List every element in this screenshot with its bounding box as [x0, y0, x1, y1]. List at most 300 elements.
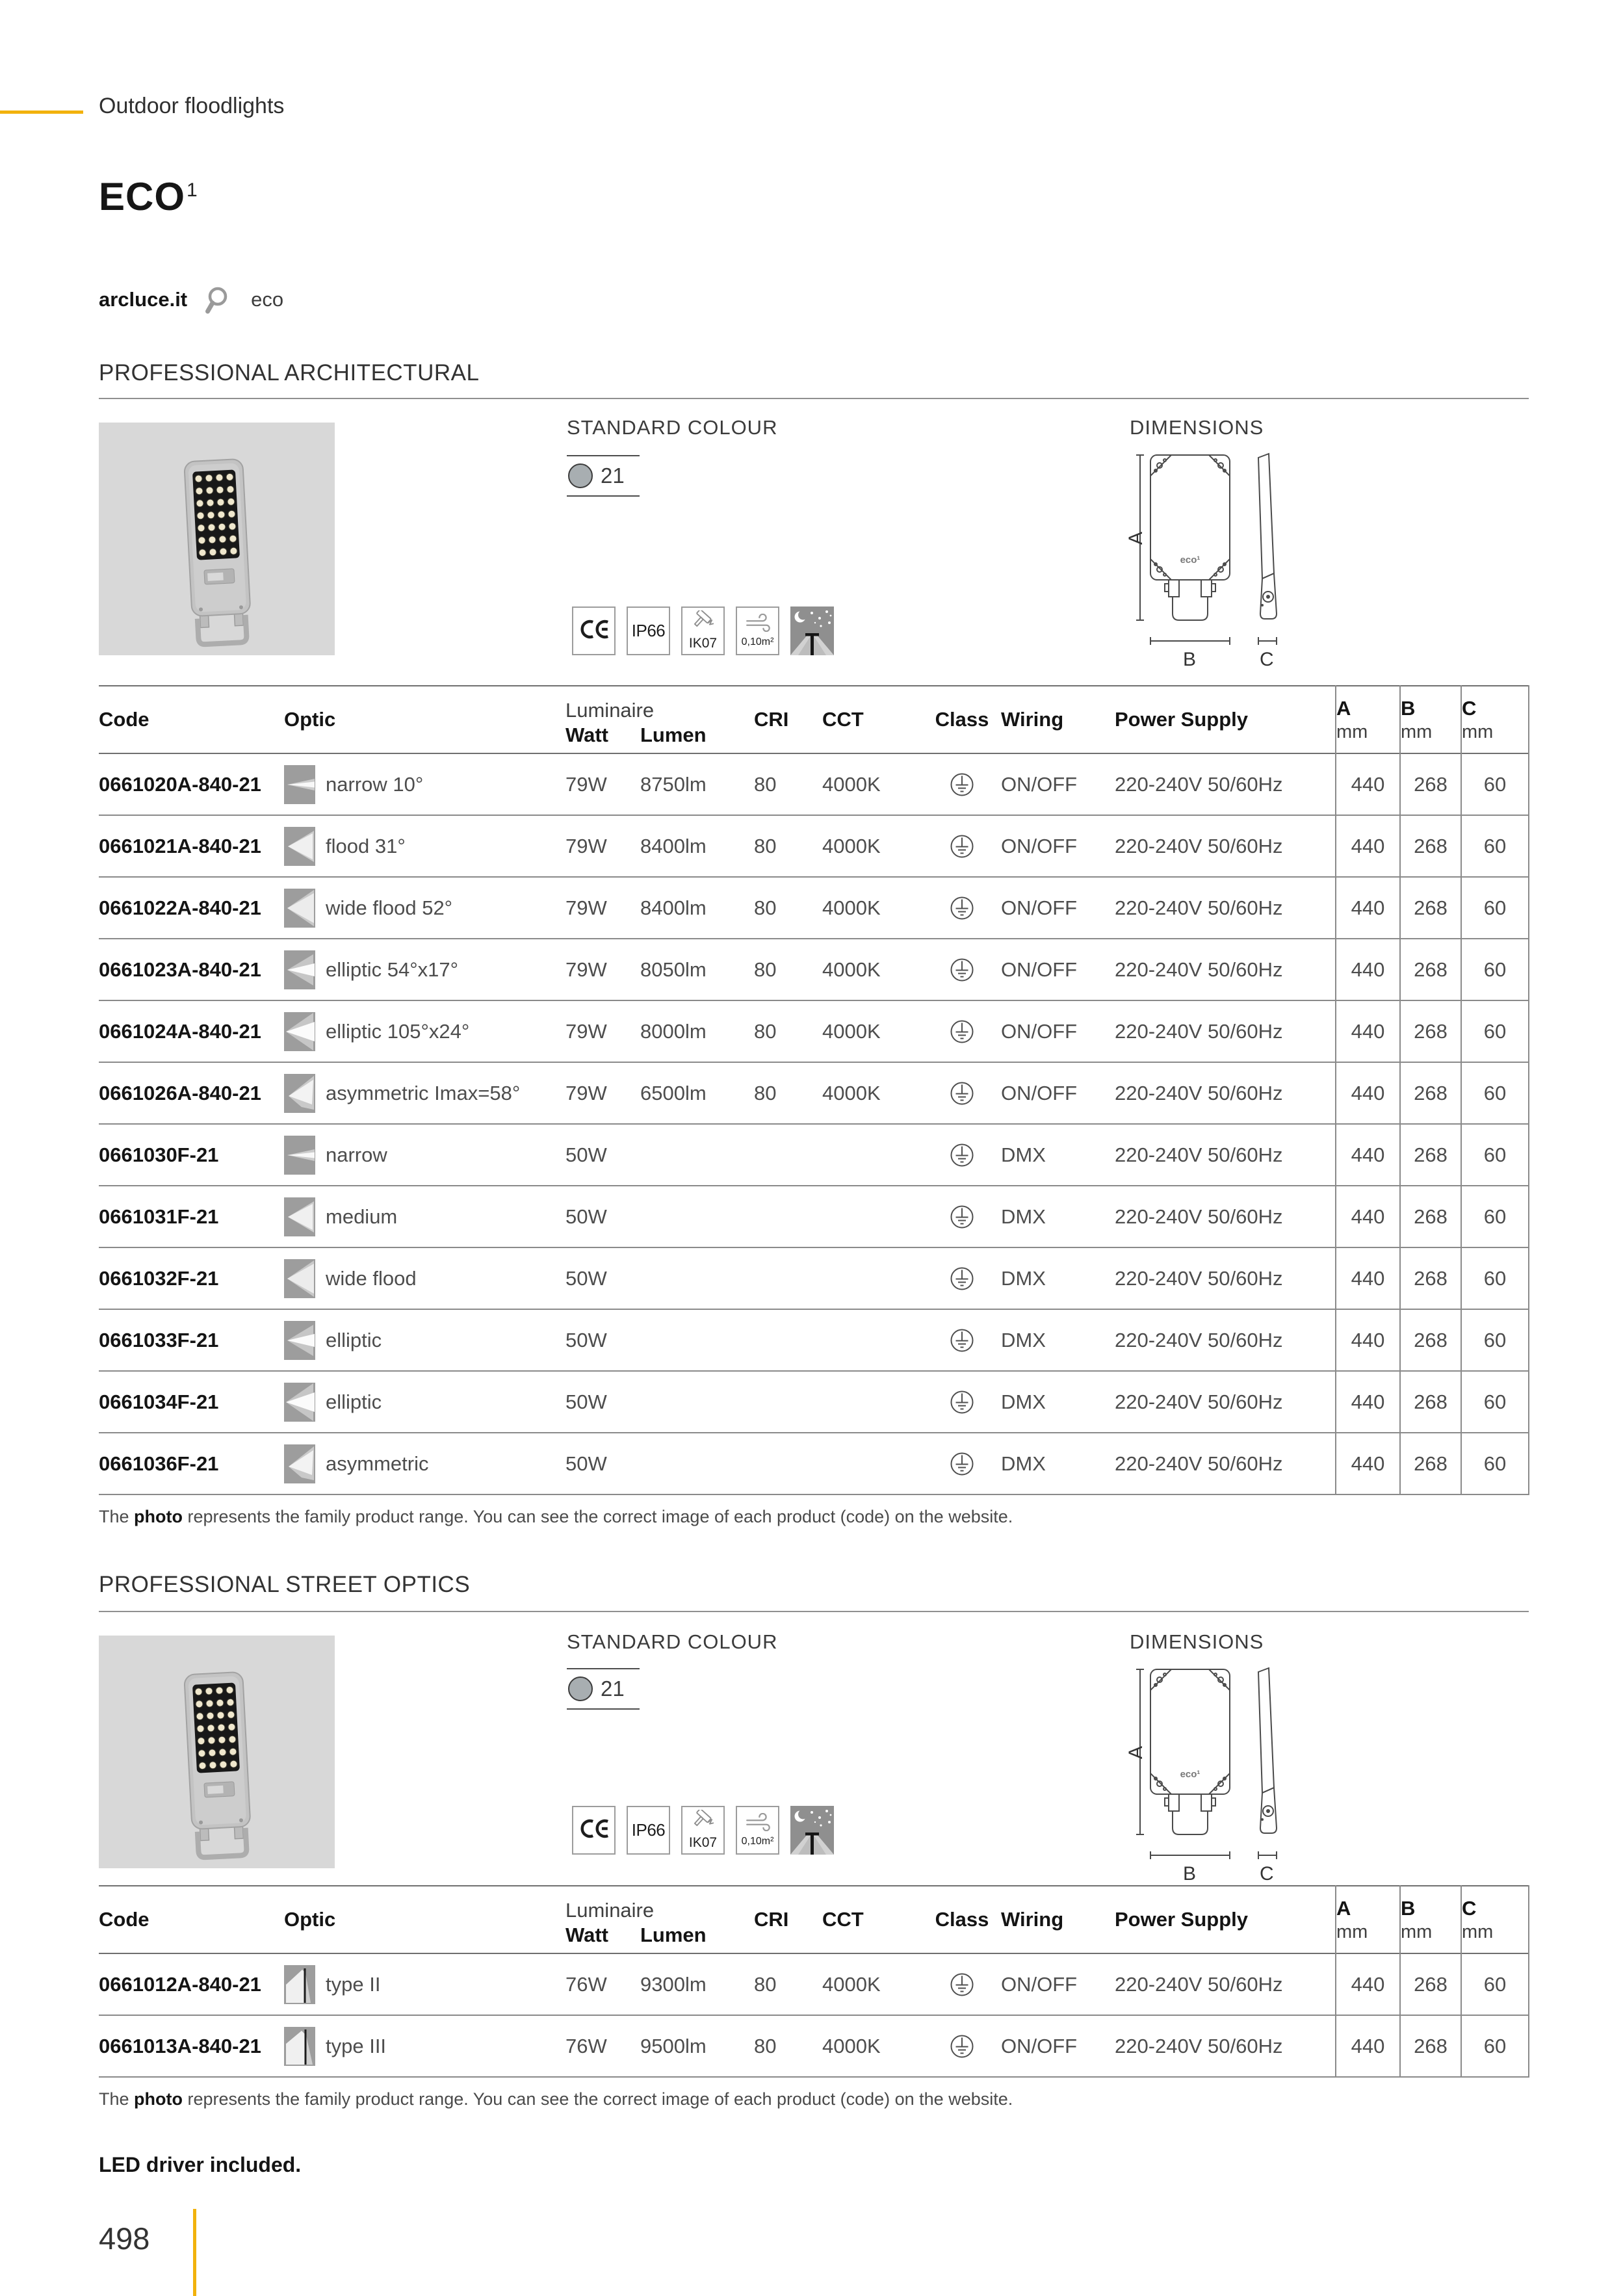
dimension-drawing: [1125, 446, 1306, 693]
breadcrumb: Outdoor floodlights: [99, 94, 285, 118]
lumen-value: [640, 1309, 754, 1371]
watt-value: 76W: [565, 1972, 607, 1996]
col-header-optic: Optic: [284, 708, 336, 731]
led-driver-note: LED driver included.: [99, 2153, 302, 2176]
wiring-value: DMX: [1001, 1328, 1046, 1351]
footnote-bold: photo: [134, 1507, 183, 1526]
a-value: 440: [1336, 1000, 1400, 1062]
a-value: 440: [1336, 1371, 1400, 1433]
optic-beam-icon: [284, 827, 315, 866]
col-header-luminaire: Luminaire: [565, 699, 655, 722]
col-header-cri: CRI: [754, 708, 789, 731]
optic-label: asymmetric: [326, 1452, 429, 1475]
colour-code: 21: [601, 1676, 625, 1701]
table-footnote: [99, 2089, 1529, 2109]
watt-value: 50W: [565, 1390, 607, 1413]
col-header-power-supply: Power Supply: [1115, 708, 1248, 731]
watt-value: 79W: [565, 834, 607, 857]
page-title: [99, 174, 198, 219]
col-header-cct: CCT: [822, 708, 864, 731]
power_supply-value: 220-240V 50/60Hz: [1115, 1205, 1283, 1228]
col-b-unit: mm: [1401, 1921, 1433, 1942]
accent-line-bottom: [193, 2209, 196, 2296]
optic-label: elliptic 105°x24°: [326, 1019, 470, 1043]
brand-row: [99, 285, 283, 315]
footnote-prefix: The: [99, 1507, 135, 1526]
ce-glyph: [575, 614, 612, 647]
table-row: [99, 1062, 1529, 1124]
col-header-power-supply: Power Supply: [1115, 1908, 1248, 1931]
lumen-value: 8400lm: [640, 834, 707, 857]
lumen-value: 8400lm: [640, 896, 707, 919]
optic-beam-icon: [284, 1444, 315, 1483]
cct-value: 4000K: [822, 1972, 881, 1996]
optic-beam-icon: [284, 1383, 315, 1422]
optic-beam-icon: [284, 1321, 315, 1360]
ce-mark-icon: [572, 1806, 616, 1855]
col-c-letter: C: [1462, 696, 1477, 720]
cri-value: [754, 1124, 822, 1186]
lumen-value: [640, 1371, 754, 1433]
night-scene-glyph: [790, 607, 834, 655]
lumen-value: 9500lm: [640, 2034, 707, 2057]
cri-value: [754, 1371, 822, 1433]
watt-value: 50W: [565, 1452, 607, 1475]
product-photo: [99, 1636, 335, 1868]
accent-line-top: [0, 111, 83, 114]
c-value: 60: [1461, 815, 1529, 877]
cri-value: 80: [754, 1972, 777, 1996]
optic-label: flood 31°: [326, 834, 406, 857]
col-b-letter: B: [1401, 1896, 1416, 1920]
lumen-value: 6500lm: [640, 1081, 707, 1104]
product-code: 0661026A-840-21: [99, 1081, 261, 1104]
table-row: [99, 815, 1529, 877]
footnote-bold: photo: [134, 2089, 183, 2109]
wiring-value: ON/OFF: [1001, 834, 1078, 857]
cct-value: [822, 1309, 923, 1371]
b-value: 268: [1400, 1186, 1461, 1247]
optic-label: elliptic: [326, 1328, 382, 1351]
optic-label: wide flood 52°: [326, 896, 453, 919]
ik07-badge: [681, 607, 725, 655]
ik07-badge: [681, 1806, 725, 1855]
watt-value: 79W: [565, 896, 607, 919]
optic-label: asymmetric Imax=58°: [326, 1081, 521, 1104]
col-header-lumen: Lumen: [640, 1924, 707, 1946]
a-value: 440: [1336, 1124, 1400, 1186]
wiring-value: DMX: [1001, 1390, 1046, 1413]
standard-colour-label: STANDARD COLOUR: [567, 1630, 778, 1653]
col-a-letter: A: [1336, 696, 1351, 720]
dimensions-label: DIMENSIONS: [1130, 416, 1264, 439]
a-value: 440: [1336, 1186, 1400, 1247]
dim-label-a: A: [1125, 1745, 1147, 1760]
ik-rating-text: IK07: [688, 1835, 718, 1850]
col-header-luminaire: Luminaire: [565, 1899, 655, 1922]
wiring-value: DMX: [1001, 1205, 1046, 1228]
dim-label-c: C: [1260, 649, 1274, 670]
ip66-badge: [627, 607, 670, 655]
c-value: 60: [1461, 1953, 1529, 2015]
dimension-drawing-glyph: [1131, 446, 1306, 693]
table-row: [99, 939, 1529, 1000]
col-header-watt: Watt: [565, 724, 608, 746]
table-footnote: [99, 1507, 1529, 1527]
wiring-value: DMX: [1001, 1266, 1046, 1290]
table-row: [99, 1433, 1529, 1494]
col-header-cct: CCT: [822, 1908, 864, 1931]
dimension-drawing-glyph: [1131, 1660, 1306, 1907]
product-code: 0661012A-840-21: [99, 1972, 261, 1996]
table-row: [99, 1247, 1529, 1309]
optic-beam-icon: [284, 1965, 315, 2004]
section-title-street: PROFESSIONAL STREET OPTICS: [99, 1572, 471, 1597]
search-term: eco: [251, 288, 284, 311]
b-value: 268: [1400, 1953, 1461, 2015]
col-header-watt: Watt: [565, 1924, 608, 1946]
lumen-value: [640, 1124, 754, 1186]
col-header-a: [1336, 1886, 1400, 1953]
power_supply-value: 220-240V 50/60Hz: [1115, 772, 1283, 796]
dim-label-c: C: [1260, 1863, 1274, 1885]
a-value: 440: [1336, 877, 1400, 939]
product-code: 0661023A-840-21: [99, 958, 261, 981]
col-header-lumen: Lumen: [640, 724, 707, 746]
product-code: 0661020A-840-21: [99, 772, 261, 796]
power_supply-value: 220-240V 50/60Hz: [1115, 1143, 1283, 1166]
protective-earth-icon: [923, 1186, 1001, 1247]
wiring-value: ON/OFF: [1001, 772, 1078, 796]
certification-row: [572, 1806, 834, 1855]
wind-surface-text: 0,10m²: [741, 636, 774, 647]
optic-label: type III: [326, 2034, 387, 2057]
optic-beam-icon: [284, 950, 315, 989]
dim-label-b: B: [1183, 1863, 1197, 1885]
power_supply-value: 220-240V 50/60Hz: [1115, 834, 1283, 857]
a-value: 440: [1336, 815, 1400, 877]
cct-value: [822, 1433, 923, 1494]
protective-earth-icon: [923, 877, 1001, 939]
lumen-value: 8750lm: [640, 772, 707, 796]
spec-table-street: [99, 1885, 1529, 2078]
c-value: 60: [1461, 1433, 1529, 1494]
wind-icon: [744, 1813, 772, 1834]
cct-value: [822, 1371, 923, 1433]
optic-label: wide flood: [326, 1266, 417, 1290]
footnote-rest: represents the family product range. You can see the correct image of each product (code) on the website.: [183, 1507, 1013, 1526]
cct-value: [822, 1247, 923, 1309]
power_supply-value: 220-240V 50/60Hz: [1115, 1972, 1283, 1996]
power_supply-value: 220-240V 50/60Hz: [1115, 896, 1283, 919]
a-value: 440: [1336, 1247, 1400, 1309]
wind-surface-badge: [736, 1806, 779, 1855]
product-code: 0661036F-21: [99, 1452, 219, 1475]
lumen-value: 9300lm: [640, 1972, 707, 1996]
a-value: 440: [1336, 753, 1400, 815]
watt-value: 50W: [565, 1205, 607, 1228]
dim-label-a: A: [1125, 531, 1147, 545]
optic-beam-icon: [284, 765, 315, 804]
cri-value: 80: [754, 896, 777, 919]
c-value: 60: [1461, 939, 1529, 1000]
c-value: 60: [1461, 1309, 1529, 1371]
wind-icon: [744, 614, 772, 635]
table-row: [99, 1309, 1529, 1371]
cct-value: 4000K: [822, 896, 881, 919]
col-header-a: [1336, 686, 1400, 753]
watt-value: 50W: [565, 1328, 607, 1351]
table-row: [99, 1124, 1529, 1186]
b-value: 268: [1400, 1062, 1461, 1124]
ip-rating-text: IP66: [631, 1820, 666, 1840]
a-value: 440: [1336, 1953, 1400, 2015]
protective-earth-icon: [923, 815, 1001, 877]
standard-colour-label: STANDARD COLOUR: [567, 416, 778, 439]
power_supply-value: 220-240V 50/60Hz: [1115, 1452, 1283, 1475]
cri-value: 80: [754, 2034, 777, 2057]
protective-earth-icon: [923, 753, 1001, 815]
lumen-value: [640, 1433, 754, 1494]
b-value: 268: [1400, 939, 1461, 1000]
wiring-value: ON/OFF: [1001, 896, 1078, 919]
protective-earth-icon: [923, 1953, 1001, 2015]
cri-value: 80: [754, 772, 777, 796]
c-value: 60: [1461, 753, 1529, 815]
product-code: 0661013A-840-21: [99, 2034, 261, 2057]
table-row: [99, 1000, 1529, 1062]
optic-beam-icon: [284, 1197, 315, 1236]
wind-surface-badge: [736, 607, 779, 655]
col-b-unit: mm: [1401, 721, 1433, 742]
optic-label: elliptic: [326, 1390, 382, 1413]
optic-cell: [284, 1000, 565, 1062]
ip66-badge: [627, 1806, 670, 1855]
a-value: 440: [1336, 939, 1400, 1000]
cct-value: 4000K: [822, 958, 881, 981]
product-code: 0661030F-21: [99, 1143, 219, 1166]
spec-table-architectural: [99, 685, 1529, 1495]
product-code: 0661033F-21: [99, 1328, 219, 1351]
wiring-value: ON/OFF: [1001, 1019, 1078, 1043]
optic-beam-icon: [284, 889, 315, 928]
optic-cell: [284, 753, 565, 815]
a-value: 440: [1336, 2015, 1400, 2077]
b-value: 268: [1400, 815, 1461, 877]
watt-value: 79W: [565, 1081, 607, 1104]
b-value: 268: [1400, 2015, 1461, 2077]
b-value: 268: [1400, 1124, 1461, 1186]
watt-value: 50W: [565, 1143, 607, 1166]
protective-earth-icon: [923, 1371, 1001, 1433]
night-light-icon: [790, 607, 834, 655]
col-a-unit: mm: [1336, 1921, 1368, 1942]
col-header-b: [1400, 1886, 1461, 1953]
lumen-value: 8000lm: [640, 1019, 707, 1043]
optic-cell: [284, 2015, 565, 2077]
optic-beam-icon: [284, 2027, 315, 2066]
col-header-class: Class: [935, 1908, 989, 1931]
cri-value: [754, 1247, 822, 1309]
b-value: 268: [1400, 753, 1461, 815]
watt-value: 76W: [565, 2034, 607, 2057]
dimensions-label: DIMENSIONS: [1130, 1630, 1264, 1653]
optic-cell: [284, 1247, 565, 1309]
product-code: 0661031F-21: [99, 1205, 219, 1228]
cri-value: 80: [754, 1019, 777, 1043]
optic-label: elliptic 54°x17°: [326, 958, 459, 981]
table-row: [99, 753, 1529, 815]
table-header: [99, 1886, 1529, 1953]
protective-earth-icon: [923, 1309, 1001, 1371]
colour-swatch-row: [567, 1668, 640, 1710]
col-header-optic: Optic: [284, 1908, 336, 1931]
col-header-wiring: Wiring: [1001, 708, 1064, 731]
optic-cell: [284, 877, 565, 939]
optic-cell: [284, 939, 565, 1000]
cri-value: [754, 1309, 822, 1371]
cct-value: 4000K: [822, 1019, 881, 1043]
lumen-value: [640, 1247, 754, 1309]
table-row: [99, 2015, 1529, 2077]
optic-beam-icon: [284, 1136, 315, 1175]
optic-cell: [284, 1124, 565, 1186]
colour-swatch: [568, 1676, 593, 1701]
col-header-code: Code: [99, 1908, 149, 1931]
optic-beam-icon: [284, 1012, 315, 1051]
optic-beam-icon: [284, 1259, 315, 1298]
brand-url: arcluce.it: [99, 288, 188, 311]
power_supply-value: 220-240V 50/60Hz: [1115, 2034, 1283, 2057]
wiring-value: DMX: [1001, 1452, 1046, 1475]
cct-value: 4000K: [822, 2034, 881, 2057]
watt-value: 79W: [565, 772, 607, 796]
cct-value: 4000K: [822, 1081, 881, 1104]
cri-value: 80: [754, 1081, 777, 1104]
optic-cell: [284, 1371, 565, 1433]
c-value: 60: [1461, 1371, 1529, 1433]
lumen-value: [640, 1186, 754, 1247]
c-value: 60: [1461, 1186, 1529, 1247]
product-code: 0661021A-840-21: [99, 834, 261, 857]
watt-value: 79W: [565, 1019, 607, 1043]
col-header-cri: CRI: [754, 1908, 789, 1931]
colour-code: 21: [601, 463, 625, 488]
cri-value: 80: [754, 834, 777, 857]
ik-rating-text: IK07: [688, 636, 718, 651]
svg-text:eco¹: eco¹: [1180, 1769, 1201, 1780]
colour-swatch: [568, 463, 593, 488]
table-row: [99, 877, 1529, 939]
a-value: 440: [1336, 1062, 1400, 1124]
optic-cell: [284, 1433, 565, 1494]
wiring-value: ON/OFF: [1001, 1972, 1078, 1996]
power_supply-value: 220-240V 50/60Hz: [1115, 1390, 1283, 1413]
section-divider: [99, 1611, 1529, 1612]
a-value: 440: [1336, 1309, 1400, 1371]
optic-label: narrow 10°: [326, 772, 424, 796]
cri-value: 80: [754, 958, 777, 981]
protective-earth-icon: [923, 1062, 1001, 1124]
section-divider: [99, 398, 1529, 399]
dim-label-b: B: [1183, 649, 1197, 670]
cri-value: [754, 1186, 822, 1247]
title-superscript: 1: [187, 179, 198, 201]
cri-value: [754, 1433, 822, 1494]
cct-value: 4000K: [822, 834, 881, 857]
optic-cell: [284, 1309, 565, 1371]
spec-table-street-wrap: [99, 1885, 1529, 2109]
table-row: [99, 1186, 1529, 1247]
table-header: [99, 686, 1529, 753]
col-header-class: Class: [935, 708, 989, 731]
cct-value: [822, 1186, 923, 1247]
hammer-icon: [691, 610, 716, 634]
svg-text:eco¹: eco¹: [1180, 554, 1201, 566]
b-value: 268: [1400, 877, 1461, 939]
protective-earth-icon: [923, 1433, 1001, 1494]
col-header-c: [1461, 1886, 1529, 1953]
section-title-architectural: PROFESSIONAL ARCHITECTURAL: [99, 360, 480, 385]
col-header-c: [1461, 686, 1529, 753]
col-header-b: [1400, 686, 1461, 753]
protective-earth-icon: [923, 1124, 1001, 1186]
col-header-code: Code: [99, 708, 149, 731]
power_supply-value: 220-240V 50/60Hz: [1115, 1328, 1283, 1351]
product-code: 0661034F-21: [99, 1390, 219, 1413]
ip-rating-text: IP66: [631, 621, 666, 640]
optic-label: narrow: [326, 1143, 387, 1166]
spec-table-architectural-wrap: [99, 685, 1529, 1527]
col-header-wiring: Wiring: [1001, 1908, 1064, 1931]
power_supply-value: 220-240V 50/60Hz: [1115, 1081, 1283, 1104]
power_supply-value: 220-240V 50/60Hz: [1115, 958, 1283, 981]
wiring-value: ON/OFF: [1001, 958, 1078, 981]
b-value: 268: [1400, 1309, 1461, 1371]
watt-value: 50W: [565, 1266, 607, 1290]
wiring-value: ON/OFF: [1001, 1081, 1078, 1104]
ce-glyph: [575, 1814, 612, 1847]
night-light-icon: [790, 1806, 834, 1855]
col-c-unit: mm: [1462, 721, 1494, 742]
c-value: 60: [1461, 1247, 1529, 1309]
protective-earth-icon: [923, 939, 1001, 1000]
product-photo: [99, 423, 335, 655]
footnote-rest: represents the family product range. You can see the correct image of each product (code) on the website.: [183, 2089, 1013, 2109]
col-a-letter: A: [1336, 1896, 1351, 1920]
c-value: 60: [1461, 1000, 1529, 1062]
b-value: 268: [1400, 1247, 1461, 1309]
watt-value: 79W: [565, 958, 607, 981]
wiring-value: DMX: [1001, 1143, 1046, 1166]
wiring-value: ON/OFF: [1001, 2034, 1078, 2057]
col-c-unit: mm: [1462, 1921, 1494, 1942]
b-value: 268: [1400, 1000, 1461, 1062]
col-a-unit: mm: [1336, 721, 1368, 742]
optic-cell: [284, 1062, 565, 1124]
search-icon: [204, 285, 234, 315]
protective-earth-icon: [923, 1247, 1001, 1309]
footnote-prefix: The: [99, 2089, 135, 2109]
c-value: 60: [1461, 877, 1529, 939]
hammer-icon: [691, 1810, 716, 1834]
table-row: [99, 1953, 1529, 2015]
page-number: 498: [99, 2221, 150, 2256]
power_supply-value: 220-240V 50/60Hz: [1115, 1019, 1283, 1043]
dimension-drawing: [1125, 1660, 1306, 1907]
certification-row: [572, 607, 834, 655]
product-family-name: ECO: [99, 175, 186, 218]
